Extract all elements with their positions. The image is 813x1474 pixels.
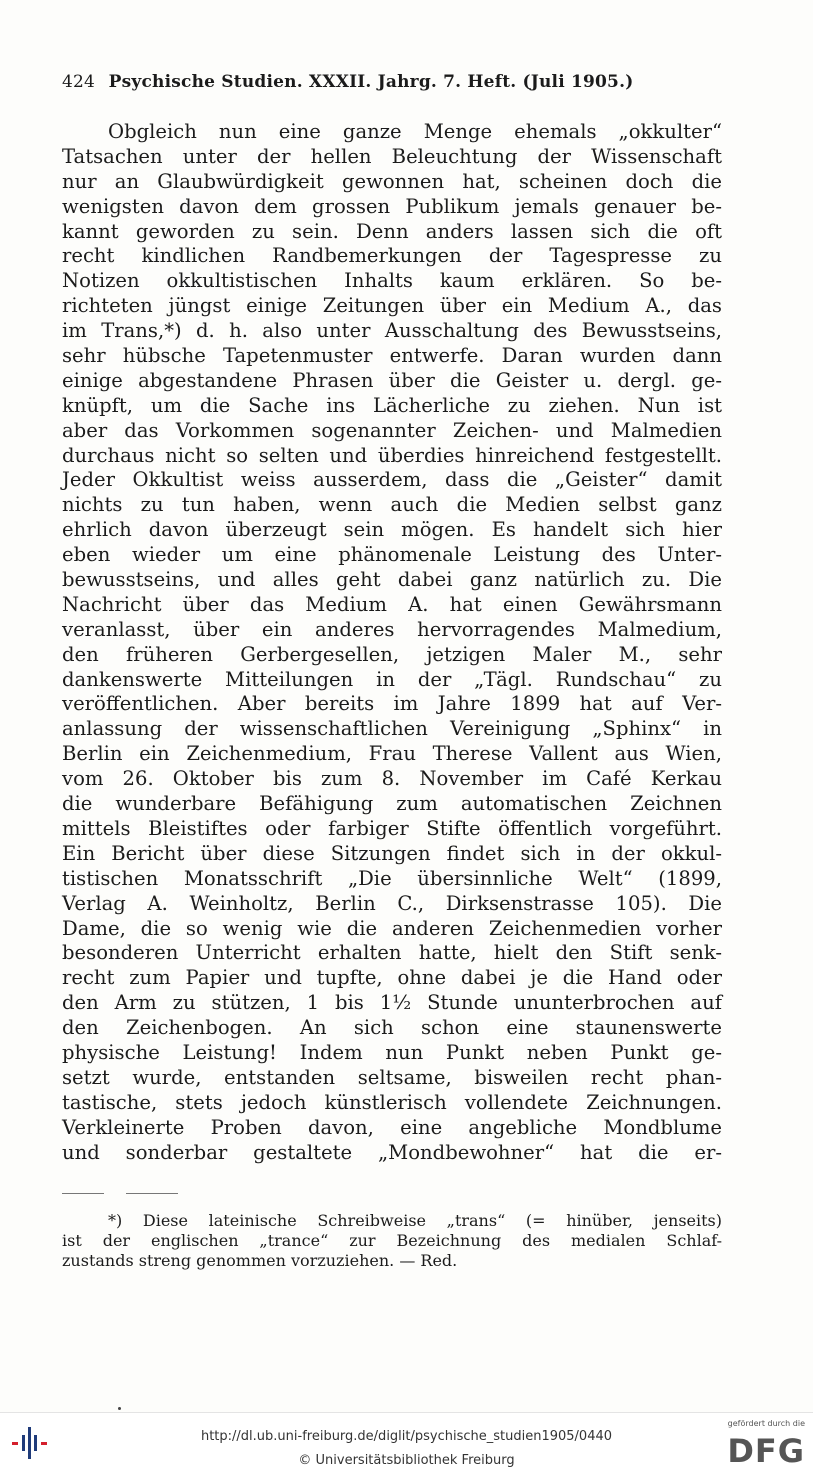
- text-line: sehr hübsche Tapetenmuster entwerfe. Daran wurden dann: [62, 344, 722, 368]
- dfg-logo: [717, 1419, 805, 1471]
- text-line: *) Diese lateinische Schreibweise „trans“ (= hinüber, jenseits): [108, 1211, 722, 1230]
- scan-speck: [118, 1407, 121, 1410]
- text-line: die wunderbare Befähigung zum automatischen Zeichnen: [62, 792, 722, 816]
- dfg-mark: DFG: [727, 1432, 805, 1470]
- text-line: ehrlich davon überzeugt sein mögen. Es handelt sich hier: [62, 518, 722, 542]
- text-line: veröffentlichen. Aber bereits im Jahre 1899 hat auf Ver-: [62, 692, 722, 716]
- text-line: Notizen okkultistischen Inhalts kaum erklären. So be-: [62, 269, 722, 293]
- text-line: veranlasst, über ein anderes hervorragendes Malmedium,: [62, 617, 722, 641]
- text-line: wenigsten davon dem grossen Publikum jemals genauer be-: [62, 194, 722, 218]
- text-line: tastische, stets jedoch künstlerisch vollendete Zeichnungen.: [62, 1090, 722, 1114]
- text-line: tistischen Monatsschrift „Die übersinnliche Welt“ (1899,: [62, 866, 722, 890]
- text-line: durchaus nicht so selten und überdies hinreichend festgestellt.: [62, 443, 722, 467]
- text-line: dankenswerte Mitteilungen in der „Tägl. Rundschau“ zu: [62, 667, 722, 691]
- article-text: [62, 120, 722, 1165]
- text-line: besonderen Unterricht erhalten hatte, hielt den Stift senk-: [62, 941, 722, 965]
- footnote-rule: [62, 1193, 104, 1194]
- dfg-caption: gefördert durch die: [727, 1419, 805, 1428]
- text-line: vom 26. Oktober bis zum 8. November im Café Kerkau: [62, 767, 722, 791]
- text-line: setzt wurde, entstanden seltsame, bisweilen recht phan-: [62, 1065, 722, 1089]
- text-line: Berlin ein Zeichenmedium, Frau Therese Vallent aus Wien,: [62, 742, 722, 766]
- text-line: Verkleinerte Proben davon, eine angebliche Mondblume: [62, 1115, 722, 1139]
- text-line: Jeder Okkultist weiss ausserdem, dass die „Geister“ damit: [62, 468, 722, 492]
- text-line: physische Leistung! Indem nun Punkt neben Punkt ge-: [62, 1040, 722, 1064]
- viewer-footer: [0, 1412, 813, 1474]
- text-line: aber das Vorkommen sogenannter Zeichen- und Malmedien: [62, 418, 722, 442]
- text-line: Verlag A. Weinholtz, Berlin C., Dirksenstrasse 105). Die: [62, 891, 722, 915]
- text-line: recht zum Papier und tupfte, ohne dabei je die Hand oder: [62, 966, 722, 990]
- text-line: und sonderbar gestaltete „Mondbewohner“ hat die er-: [62, 1140, 722, 1164]
- text-line: einige abgestandene Phrasen über die Geister u. dergl. ge-: [62, 368, 722, 392]
- text-line: eben wieder um eine phänomenale Leistung des Unter-: [62, 543, 722, 567]
- text-line: Nachricht über das Medium A. hat einen Gewährsmann: [62, 592, 722, 616]
- text-line: Obgleich nun eine ganze Menge ehemals „okkulter“: [108, 120, 722, 143]
- text-line: anlassung der wissenschaftlichen Vereinigung „Sphinx“ in: [62, 717, 722, 741]
- text-line: zustands streng genommen vorzuziehen. — Red.: [62, 1251, 458, 1270]
- text-line: im Trans,*) d. h. also unter Ausschaltung des Bewusstseins,: [62, 319, 722, 343]
- page-number: 424: [62, 72, 96, 92]
- text-line: mittels Bleistiftes oder farbiger Stifte öffentlich vorgeführt.: [62, 816, 722, 840]
- text-line: Tatsachen unter der hellen Beleuchtung der Wissenschaft: [62, 144, 722, 168]
- text-line: kannt geworden zu sein. Denn anders lassen sich die oft: [62, 219, 722, 243]
- footnote: [62, 1211, 722, 1271]
- text-line: recht kindlichen Randbemerkungen der Tagespresse zu: [62, 244, 722, 268]
- journal-title: Psychische Studien. XXXII. Jahrg. 7. Heft. (Juli 1905.): [108, 72, 634, 92]
- text-line: bewusstseins, und alles geht dabei ganz natürlich zu. Die: [62, 568, 722, 592]
- text-line: Ein Bericht über diese Sitzungen findet sich in der okkul-: [62, 841, 722, 865]
- text-line: Dame, die so wenig wie die anderen Zeichenmedien vorher: [62, 916, 722, 940]
- text-line: nichts zu tun haben, wenn auch die Medien selbst ganz: [62, 493, 722, 517]
- text-line: ist der englischen „trance“ zur Bezeichnung des medialen Schlaf-: [62, 1231, 722, 1250]
- text-line: den Zeichenbogen. An sich schon eine staunenswerte: [62, 1016, 722, 1040]
- text-line: den früheren Gerbergesellen, jetzigen Maler M., sehr: [62, 642, 722, 666]
- footnote-rule: [126, 1193, 178, 1194]
- text-line: den Arm zu stützen, 1 bis 1½ Stunde ununterbrochen auf: [62, 991, 722, 1015]
- text-line: knüpft, um die Sache ins Lächerliche zu ziehen. Nun ist: [62, 393, 722, 417]
- running-header: [62, 72, 722, 92]
- copyright-notice: © Universitätsbibliothek Freiburg: [298, 1453, 515, 1468]
- permalink-link[interactable]: http://dl.ub.uni-freiburg.de/diglit/psychische_studien1905/0440: [200, 1429, 613, 1444]
- text-line: nur an Glaubwürdigkeit gewonnen hat, scheinen doch die: [62, 169, 722, 193]
- text-line: richteten jüngst einige Zeitungen über ein Medium A., das: [62, 294, 722, 318]
